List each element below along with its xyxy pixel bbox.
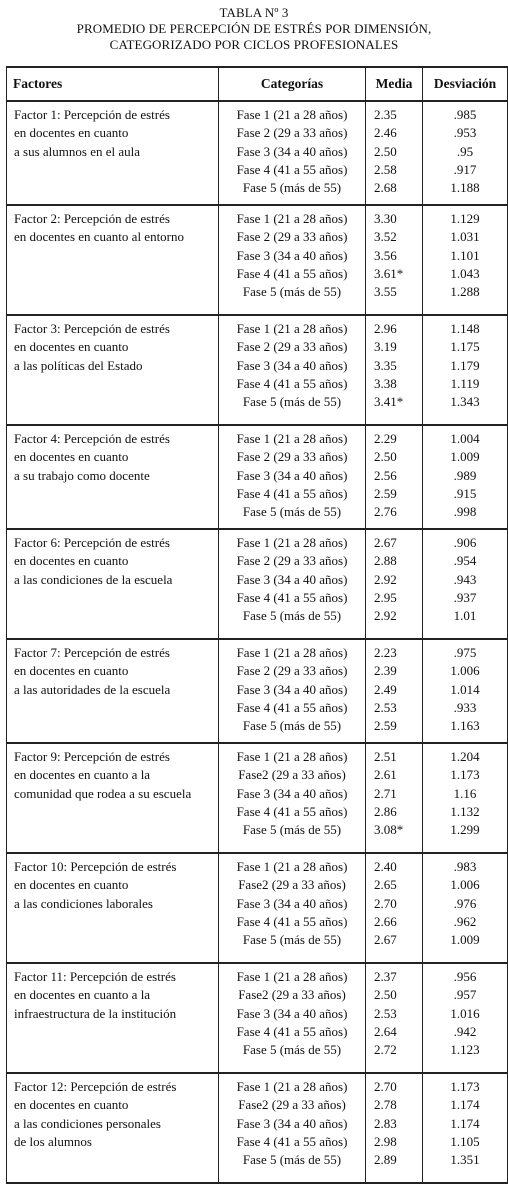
table-number: TABLA Nº 3 <box>219 5 289 20</box>
mean-cell <box>366 101 423 205</box>
category-cell <box>219 963 366 1073</box>
mean-value: 2.49 <box>374 681 397 697</box>
factor-line: a las condiciones personales <box>14 1115 161 1131</box>
deviation-value: 1.204 <box>450 749 480 764</box>
mean-value: 2.51 <box>374 749 397 764</box>
mean-cell <box>366 529 423 639</box>
factor-line: a su trabajo como docente <box>14 467 150 483</box>
mean-value: 2.95 <box>374 589 397 605</box>
factor-cell <box>7 639 219 743</box>
factor-line: Factor 9: Percepción de estrés <box>14 749 170 764</box>
deviation-value: 1.101 <box>450 247 480 263</box>
mean-value: 2.53 <box>374 699 397 715</box>
deviation-value: .975 <box>453 645 477 660</box>
factor-line: en docentes en cuanto <box>14 553 129 569</box>
category-value: Fase 4 (41 a 55 años) <box>236 699 348 715</box>
category-value: Fase 3 (34 a 40 años) <box>236 571 348 587</box>
deviation-value: 1.16 <box>453 785 477 801</box>
deviation-value: 1.343 <box>450 394 480 410</box>
category-cell <box>219 425 366 529</box>
mean-cell <box>366 315 423 425</box>
mean-value: 2.53 <box>374 1005 397 1021</box>
mean-value: 2.70 <box>374 895 397 911</box>
factor-cell <box>7 101 219 205</box>
mean-value: 2.23 <box>374 645 397 660</box>
mean-value: 2.58 <box>374 161 397 177</box>
mean-value: 3.56 <box>374 247 397 263</box>
mean-value: 2.37 <box>374 969 397 984</box>
mean-value: 2.50 <box>374 987 397 1003</box>
category-value: Fase 1 (21 a 28 años) <box>236 749 348 764</box>
table-title-line-1: PROMEDIO DE PERCEPCIÓN DE ESTRÉS POR DIMENSIÓN, <box>76 21 432 36</box>
deviation-cell <box>423 743 508 853</box>
category-value: Fase 4 (41 a 55 años) <box>236 589 348 605</box>
mean-cell <box>366 963 423 1073</box>
category-value: Fase 2 (29 a 33 años) <box>236 663 348 679</box>
header-mean: Media <box>366 67 423 101</box>
mean-value: 2.72 <box>374 1042 397 1058</box>
deviation-cell <box>423 101 508 205</box>
mean-value: 2.83 <box>374 1115 397 1131</box>
deviation-value: .937 <box>453 589 477 605</box>
mean-value: 2.66 <box>374 913 397 929</box>
category-cell <box>219 853 366 963</box>
deviation-value: .906 <box>453 535 477 550</box>
mean-value: 3.35 <box>374 357 397 373</box>
mean-cell <box>366 1073 423 1183</box>
category-value: Fase 5 (más de 55) <box>242 1152 342 1168</box>
category-value: Fase 5 (más de 55) <box>242 284 342 300</box>
table-row <box>7 315 508 425</box>
category-cell <box>219 529 366 639</box>
deviation-cell <box>423 315 508 425</box>
mean-value: 3.52 <box>374 229 397 245</box>
mean-value: 3.55 <box>374 284 397 300</box>
category-value: Fase 3 (34 a 40 años) <box>236 143 348 159</box>
deviation-cell <box>423 1073 508 1183</box>
category-value: Fase 4 (41 a 55 años) <box>236 375 348 391</box>
deviation-value: 1.129 <box>450 211 480 226</box>
category-value: Fase 3 (34 a 40 años) <box>236 357 348 373</box>
factor-line: Factor 4: Percepción de estrés <box>14 431 170 446</box>
category-value: Fase 4 (41 a 55 años) <box>236 265 348 281</box>
factor-line: Factor 1: Percepción de estrés <box>14 107 170 122</box>
category-value: Fase 1 (21 a 28 años) <box>236 211 348 226</box>
mean-value: 2.35 <box>374 107 397 122</box>
deviation-cell <box>423 639 508 743</box>
deviation-value: 1.288 <box>450 284 480 300</box>
mean-value: 2.29 <box>374 431 397 446</box>
factor-cell <box>7 1073 219 1183</box>
deviation-value: 1.188 <box>450 180 480 196</box>
category-value: Fase 1 (21 a 28 años) <box>236 645 348 660</box>
mean-value: 2.71 <box>374 785 397 801</box>
deviation-value: 1.179 <box>450 357 480 373</box>
deviation-value: 1.014 <box>450 681 480 697</box>
factor-line: en docentes en cuanto al entorno <box>14 229 185 245</box>
mean-value: 2.96 <box>374 321 397 336</box>
deviation-value: .953 <box>453 125 477 141</box>
mean-cell <box>366 743 423 853</box>
factor-line: en docentes en cuanto <box>14 877 129 893</box>
deviation-value: 1.006 <box>450 877 480 893</box>
mean-value: 2.86 <box>374 803 397 819</box>
mean-value: 2.61 <box>374 767 397 783</box>
deviation-value: 1.174 <box>450 1097 480 1113</box>
deviation-value: 1.01 <box>453 608 477 624</box>
category-cell <box>219 315 366 425</box>
category-value: Fase 5 (más de 55) <box>242 504 342 520</box>
deviation-value: 1.016 <box>450 1005 480 1021</box>
factor-line: a las condiciones de la escuela <box>14 571 173 587</box>
mean-value: 2.40 <box>374 859 397 874</box>
factor-line: en docentes en cuanto <box>14 449 129 465</box>
mean-value: 2.65 <box>374 877 397 893</box>
mean-value: 3.41* <box>374 394 404 410</box>
category-value: Fase 3 (34 a 40 años) <box>236 1115 348 1131</box>
deviation-value: 1.006 <box>450 663 480 679</box>
table-body <box>7 101 508 1183</box>
category-value: Fase 3 (34 a 40 años) <box>236 785 348 801</box>
mean-value: 2.88 <box>374 553 397 569</box>
factor-cell <box>7 529 219 639</box>
mean-value: 2.92 <box>374 608 397 624</box>
factor-line: a las autoridades de la escuela <box>14 681 171 697</box>
category-cell <box>219 743 366 853</box>
mean-cell <box>366 639 423 743</box>
mean-value: 2.67 <box>374 535 397 550</box>
mean-cell <box>366 205 423 315</box>
deviation-value: 1.031 <box>450 229 480 245</box>
deviation-value: .915 <box>453 485 477 501</box>
mean-value: 2.39 <box>374 663 397 679</box>
category-value: Fase 1 (21 a 28 años) <box>236 969 348 984</box>
deviation-value: 1.163 <box>450 718 480 734</box>
mean-value: 2.98 <box>374 1133 397 1149</box>
category-value: Fase 4 (41 a 55 años) <box>236 485 348 501</box>
category-value: Fase 2 (29 a 33 años) <box>236 339 348 355</box>
deviation-value: .933 <box>453 699 477 715</box>
table-row <box>7 963 508 1073</box>
table-row <box>7 101 508 205</box>
deviation-cell <box>423 205 508 315</box>
factor-line: en docentes en cuanto <box>14 663 129 679</box>
deviation-value: 1.148 <box>450 321 480 336</box>
deviation-value: 1.351 <box>450 1152 480 1168</box>
mean-value: 2.89 <box>374 1152 397 1168</box>
deviation-cell <box>423 529 508 639</box>
deviation-value: .95 <box>456 143 474 159</box>
header-deviation: Desviación <box>423 67 508 101</box>
category-value: Fase 3 (34 a 40 años) <box>236 247 348 263</box>
mean-value: 2.78 <box>374 1097 397 1113</box>
deviation-value: 1.009 <box>450 449 480 465</box>
mean-value: 2.59 <box>374 485 397 501</box>
mean-value: 2.67 <box>374 932 397 948</box>
deviation-value: .942 <box>453 1023 477 1039</box>
factor-line: Factor 10: Percepción de estrés <box>14 859 177 874</box>
deviation-value: .956 <box>453 969 477 984</box>
category-value: Fase 5 (más de 55) <box>242 932 342 948</box>
deviation-value: .954 <box>453 553 477 569</box>
deviation-cell <box>423 853 508 963</box>
deviation-value: .943 <box>453 571 477 587</box>
deviation-value: .917 <box>453 161 477 177</box>
factor-line: Factor 6: Percepción de estrés <box>14 535 170 550</box>
factor-line: en docentes en cuanto <box>14 125 129 141</box>
category-value: Fase 1 (21 a 28 años) <box>236 535 348 550</box>
factor-line: Factor 11: Percepción de estrés <box>14 969 176 984</box>
header-factors: Factores <box>7 67 219 101</box>
factor-line: en docentes en cuanto <box>14 339 129 355</box>
category-value: Fase 4 (41 a 55 años) <box>236 1023 348 1039</box>
mean-value: 2.59 <box>374 718 397 734</box>
mean-value: 2.76 <box>374 504 397 520</box>
category-value: Fase 5 (más de 55) <box>242 822 342 838</box>
factor-line: comunidad que rodea a su escuela <box>14 785 192 801</box>
mean-cell <box>366 853 423 963</box>
header-categories: Categorías <box>219 67 366 101</box>
factor-line: a sus alumnos en el aula <box>14 143 140 159</box>
deviation-value: .976 <box>453 895 477 911</box>
category-value: Fase 3 (34 a 40 años) <box>236 895 348 911</box>
deviation-value: 1.009 <box>450 932 480 948</box>
mean-value: 3.30 <box>374 211 397 226</box>
category-value: Fase 2 (29 a 33 años) <box>236 125 348 141</box>
category-value: Fase 5 (más de 55) <box>242 394 342 410</box>
factor-cell <box>7 963 219 1073</box>
mean-value: 2.68 <box>374 180 397 196</box>
mean-value: 3.19 <box>374 339 397 355</box>
mean-value: 2.50 <box>374 449 397 465</box>
category-cell <box>219 101 366 205</box>
factor-cell <box>7 205 219 315</box>
mean-value: 3.08* <box>374 822 404 838</box>
table-row <box>7 425 508 529</box>
factor-line: en docentes en cuanto <box>14 1097 129 1113</box>
category-value: Fase 1 (21 a 28 años) <box>236 107 348 122</box>
factor-line: Factor 7: Percepción de estrés <box>14 645 170 660</box>
table-row <box>7 743 508 853</box>
deviation-value: 1.173 <box>450 1079 480 1094</box>
category-value: Fase 1 (21 a 28 años) <box>236 321 348 336</box>
mean-value: 2.70 <box>374 1079 397 1094</box>
category-value: Fase2 (29 a 33 años) <box>238 877 346 893</box>
factor-line: Factor 3: Percepción de estrés <box>14 321 170 336</box>
deviation-value: 1.173 <box>450 767 480 783</box>
mean-value: 2.56 <box>374 467 397 483</box>
factor-line: Factor 12: Percepción de estrés <box>14 1079 177 1094</box>
mean-value: 2.64 <box>374 1023 397 1039</box>
table-row <box>7 853 508 963</box>
category-cell <box>219 205 366 315</box>
category-value: Fase 4 (41 a 55 años) <box>236 803 348 819</box>
category-value: Fase 1 (21 a 28 años) <box>236 1079 348 1094</box>
deviation-value: 1.123 <box>450 1042 480 1058</box>
mean-value: 2.46 <box>374 125 397 141</box>
category-value: Fase 2 (29 a 33 años) <box>236 449 348 465</box>
category-value: Fase 3 (34 a 40 años) <box>236 1005 348 1021</box>
category-value: Fase 5 (más de 55) <box>242 608 342 624</box>
factor-cell <box>7 425 219 529</box>
header-row <box>7 67 508 101</box>
deviation-cell <box>423 963 508 1073</box>
category-value: Fase 5 (más de 55) <box>242 180 342 196</box>
factor-line: en docentes en cuanto a la <box>14 987 151 1003</box>
mean-value: 2.92 <box>374 571 397 587</box>
category-cell <box>219 639 366 743</box>
deviation-cell <box>423 425 508 529</box>
factor-line: a las políticas del Estado <box>14 357 143 373</box>
category-value: Fase 2 (29 a 33 años) <box>236 229 348 245</box>
deviation-value: 1.174 <box>450 1115 480 1131</box>
factor-line: de los alumnos <box>14 1133 92 1149</box>
deviation-value: 1.004 <box>450 431 480 446</box>
category-cell <box>219 1073 366 1183</box>
category-value: Fase 2 (29 a 33 años) <box>236 553 348 569</box>
factor-line: infraestructura de la institución <box>14 1005 177 1021</box>
factor-cell <box>7 853 219 963</box>
category-value: Fase 1 (21 a 28 años) <box>236 859 348 874</box>
deviation-value: 1.132 <box>450 803 480 819</box>
category-value: Fase 3 (34 a 40 años) <box>236 681 348 697</box>
deviation-value: 1.043 <box>450 265 480 281</box>
deviation-value: 1.175 <box>450 339 480 355</box>
category-value: Fase2 (29 a 33 años) <box>238 1097 346 1113</box>
factor-cell <box>7 315 219 425</box>
deviation-value: .985 <box>453 107 477 122</box>
category-value: Fase 4 (41 a 55 años) <box>236 913 348 929</box>
deviation-value: .962 <box>453 913 477 929</box>
table-row <box>7 529 508 639</box>
factor-cell <box>7 743 219 853</box>
mean-value: 3.61* <box>374 265 404 281</box>
factor-line: Factor 2: Percepción de estrés <box>14 211 170 226</box>
category-value: Fase 4 (41 a 55 años) <box>236 161 348 177</box>
deviation-value: .998 <box>453 504 477 520</box>
deviation-value: .983 <box>453 859 477 874</box>
deviation-value: .957 <box>453 987 477 1003</box>
category-value: Fase 5 (más de 55) <box>242 1042 342 1058</box>
mean-value: 3.38 <box>374 375 397 391</box>
factor-line: a las condiciones laborales <box>14 895 153 911</box>
category-value: Fase 3 (34 a 40 años) <box>236 467 348 483</box>
category-value: Fase 5 (más de 55) <box>242 718 342 734</box>
table-row <box>7 639 508 743</box>
table-caption <box>0 0 508 53</box>
table-title-line-2: CATEGORIZADO POR CICLOS PROFESIONALES <box>109 37 399 52</box>
mean-value: 2.50 <box>374 143 397 159</box>
category-value: Fase2 (29 a 33 años) <box>238 987 346 1003</box>
mean-cell <box>366 425 423 529</box>
table-row <box>7 1073 508 1183</box>
deviation-value: .989 <box>453 467 477 483</box>
category-value: Fase 4 (41 a 55 años) <box>236 1133 348 1149</box>
deviation-value: 1.299 <box>450 822 480 838</box>
category-value: Fase2 (29 a 33 años) <box>238 767 346 783</box>
stress-table <box>6 66 508 1184</box>
deviation-value: 1.105 <box>450 1133 480 1149</box>
deviation-value: 1.119 <box>450 375 480 391</box>
category-value: Fase 1 (21 a 28 años) <box>236 431 348 446</box>
factor-line: en docentes en cuanto a la <box>14 767 151 783</box>
table-row <box>7 205 508 315</box>
